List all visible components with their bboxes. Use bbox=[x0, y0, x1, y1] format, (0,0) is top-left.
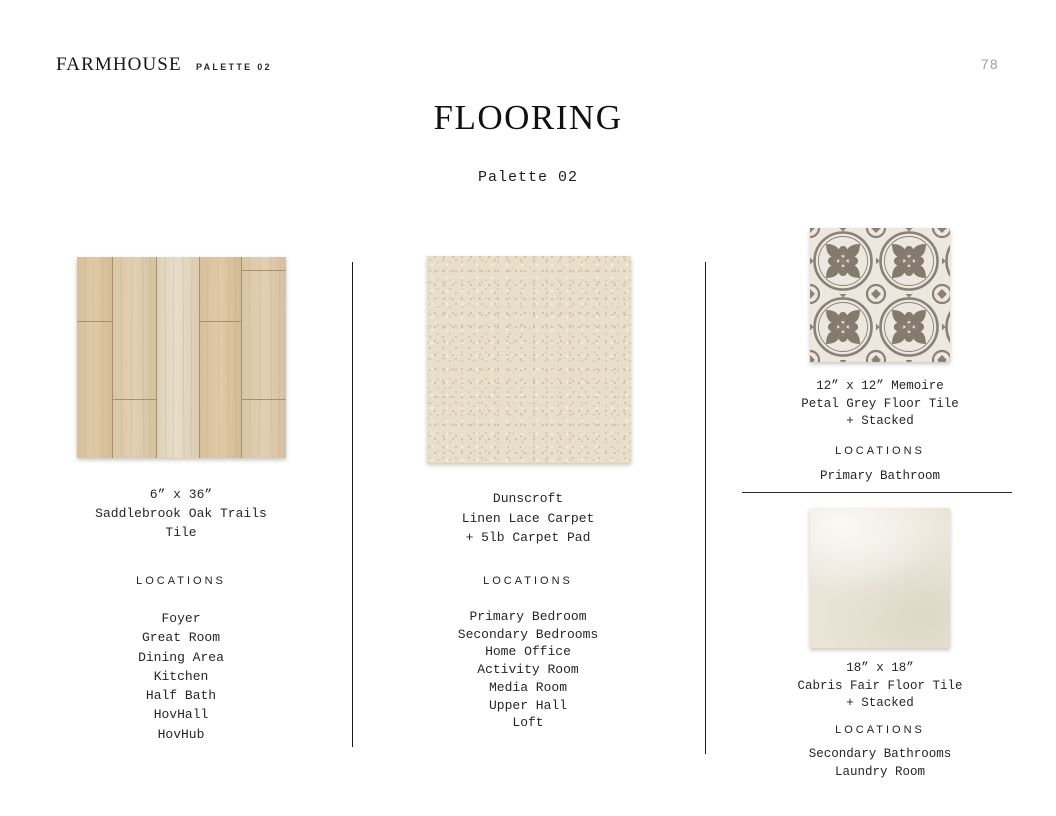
saddlebrook-oak-plank-swatch-image bbox=[77, 257, 286, 458]
dunscroft-name-line: + 5lb Carpet Pad bbox=[465, 530, 591, 545]
memoire-name bbox=[760, 378, 1000, 431]
location-item: Primary Bedroom bbox=[469, 609, 587, 624]
cabris-locations-list bbox=[760, 746, 1000, 781]
wood-plank-graphic bbox=[77, 257, 286, 458]
dunscroft-carpet-swatch-image bbox=[427, 256, 631, 463]
column-divider-2 bbox=[705, 262, 706, 754]
right-column-section-divider bbox=[742, 492, 1012, 493]
saddlebrook-locations-label: LOCATIONS bbox=[136, 575, 226, 587]
location-item: Activity Room bbox=[477, 662, 579, 678]
location-item: Dining Area bbox=[138, 649, 224, 665]
dunscroft-locations-label: LOCATIONS bbox=[483, 575, 573, 587]
dunscroft-name-line: Dunscroft bbox=[492, 491, 564, 506]
memoire-name-line: 12” x 12” Memoire bbox=[816, 379, 944, 393]
saddlebrook-locations-list bbox=[61, 609, 301, 744]
cabris-name bbox=[760, 660, 1000, 713]
location-item: Media Room bbox=[488, 679, 567, 695]
location-item: Upper Hall bbox=[488, 697, 567, 713]
location-item: Secondary Bedrooms bbox=[457, 626, 599, 642]
saddlebrook-name-line: 6” x 36” bbox=[149, 487, 213, 502]
location-item: Great Room bbox=[141, 630, 220, 646]
memoire-pattern-graphic bbox=[810, 228, 950, 362]
location-item: Secondary Bathrooms bbox=[808, 747, 952, 761]
location-item: Foyer bbox=[161, 611, 201, 626]
location-item: Primary Bathroom bbox=[819, 469, 941, 483]
memoire-name-line: Petal Grey Floor Tile bbox=[801, 396, 959, 411]
location-item: HovHub bbox=[157, 726, 205, 742]
page-number: 78 bbox=[980, 57, 1000, 72]
memoire-locations-list bbox=[760, 468, 1000, 486]
location-item: HovHall bbox=[153, 707, 209, 723]
dunscroft-name-line: Linen Lace Carpet bbox=[461, 510, 595, 526]
memoire-locations-label: LOCATIONS bbox=[835, 445, 925, 457]
cabris-name-line: Cabris Fair Floor Tile bbox=[797, 678, 963, 693]
palette-tag: PALETTE 02 bbox=[196, 62, 272, 72]
column-divider-1 bbox=[352, 262, 353, 747]
dunscroft-locations-list bbox=[408, 608, 648, 732]
page-subtitle: Palette 02 bbox=[477, 169, 578, 186]
cabris-fair-tile-swatch-image bbox=[810, 508, 950, 648]
saddlebrook-name bbox=[61, 485, 301, 542]
cabris-locations-label: LOCATIONS bbox=[835, 724, 925, 736]
dunscroft-name bbox=[408, 489, 648, 548]
cabris-name-line: 18” x 18” bbox=[846, 661, 914, 675]
location-item: Home Office bbox=[485, 644, 571, 660]
location-item: Kitchen bbox=[153, 668, 209, 684]
location-item: Laundry Room bbox=[834, 764, 925, 779]
saddlebrook-name-line: Tile bbox=[165, 525, 197, 540]
saddlebrook-name-line: Saddlebrook Oak Trails bbox=[95, 506, 267, 521]
location-item: Half Bath bbox=[145, 688, 217, 704]
location-item: Loft bbox=[512, 715, 544, 731]
memoire-name-line: + Stacked bbox=[846, 414, 914, 428]
cabris-name-line: + Stacked bbox=[846, 696, 914, 710]
brand-title: FARMHOUSE bbox=[56, 54, 182, 75]
page-title: FLOORING bbox=[433, 98, 623, 137]
memoire-petal-grey-tile-swatch-image bbox=[810, 228, 950, 362]
